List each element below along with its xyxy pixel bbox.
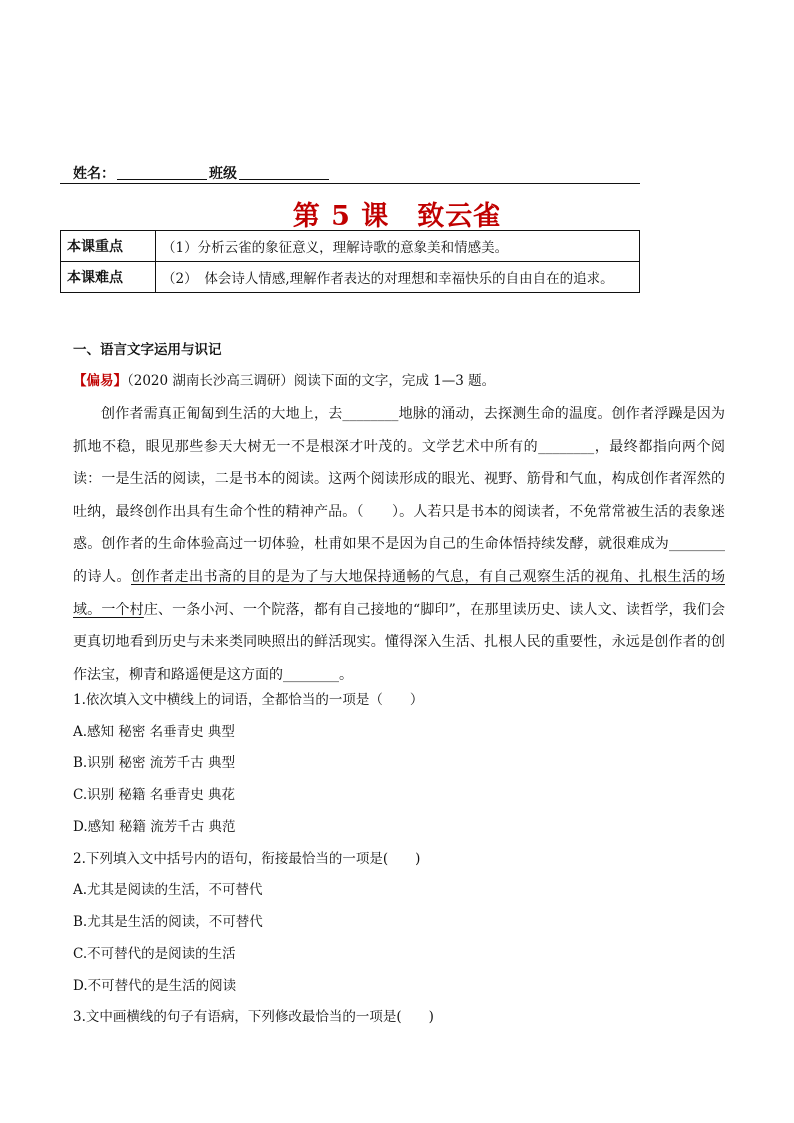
name-blank[interactable]: [117, 165, 207, 180]
difficulty-key: 本课难点: [61, 262, 156, 293]
class-label: 班级: [209, 166, 237, 182]
lesson-focus-table: [60, 230, 640, 293]
intro-text: （2020 湖南长沙高三调研）阅读下面的文字，完成 1—3 题。: [127, 373, 496, 389]
reading-passage: [73, 398, 725, 691]
underlined-sentence: 创作者走出书斋的目的是为了与大地保持通畅的气息，有自己观察生活的视角、扎根生活的场域。一个村: [73, 568, 725, 618]
lesson-title: 第 5 课 致云雀: [292, 201, 502, 232]
difficulty-value: （2） 体会诗人情感,理解作者表达的对理想和幸福快乐的自由自在的追求。: [156, 262, 640, 293]
option-2b: B.尤其是生活的阅读，不可替代: [73, 914, 263, 930]
name-label: 姓名：: [73, 166, 115, 182]
header-divider: [60, 183, 640, 184]
passage-paragraph: [73, 398, 725, 691]
option-1d: D.感知 秘籍 流芳千古 典范: [73, 819, 236, 835]
table-row: [61, 231, 640, 262]
exercise-intro: [73, 369, 495, 389]
question-3: 3.文中画横线的句子有语病，下列修改最恰当的一项是( ): [73, 1009, 434, 1025]
passage-text-end: 庄、一条小河、一个院落，都有自己接地的“脚印”，在那里读历史、读人文、读哲学，我们会更真切地看到历史与未来类同映照出的鲜活现实。懂得深入生活、扎根人民的重要性，永远是创作者的创作法宝，柳青和路遥便是这方面的________。: [73, 601, 726, 683]
option-1c: C.识别 秘籍 名垂青史 典花: [73, 787, 236, 803]
passage-text: 创作者需真正匍匐到生活的大地上，去________地脉的涌动，去探测生命的温度。创作者浮躁是因为抓地不稳，眼见那些参天大树无一不是根深才叶茂的。文学艺术中所有的________，最终都指向两个阅读：一是生活的阅读，二是书本的阅读。这两个阅读形成的眼光、视野、筋骨和气血，构成创作者浑然的吐纳，最终创作出具有生命个性的精神产品。（ ）。人若只是书本的阅读者，不免常常被生活的表象迷惑。创作者的生命体验高过一切体验，杜甫如果不是因为自己的生命体悟持续发酵，就很难成为________的诗人。: [73, 406, 725, 585]
question-2: 2.下列填入文中括号内的语句，衔接最恰当的一项是( ): [73, 851, 421, 867]
student-info-line: [73, 163, 329, 183]
table-row: [61, 262, 640, 293]
focus-key: 本课重点: [61, 231, 156, 262]
focus-value: （1）分析云雀的象征意义，理解诗歌的意象美和情感美。: [156, 231, 640, 262]
question-1: 1.依次填入文中横线上的词语，全都恰当的一项是（ ）: [73, 692, 424, 708]
class-blank[interactable]: [239, 165, 329, 180]
option-2c: C.不可替代的是阅读的生活: [73, 946, 236, 962]
option-2a: A.尤其是阅读的生活，不可替代: [73, 882, 263, 898]
option-2d: D.不可替代的是生活的阅读: [73, 978, 237, 994]
difficulty-tag: 【偏易】: [73, 373, 127, 389]
section-heading: 一、语言文字运用与识记: [73, 342, 222, 358]
option-1b: B.识别 秘密 流芳千古 典型: [73, 755, 236, 771]
option-1a: A.感知 秘密 名垂青史 典型: [73, 724, 235, 740]
